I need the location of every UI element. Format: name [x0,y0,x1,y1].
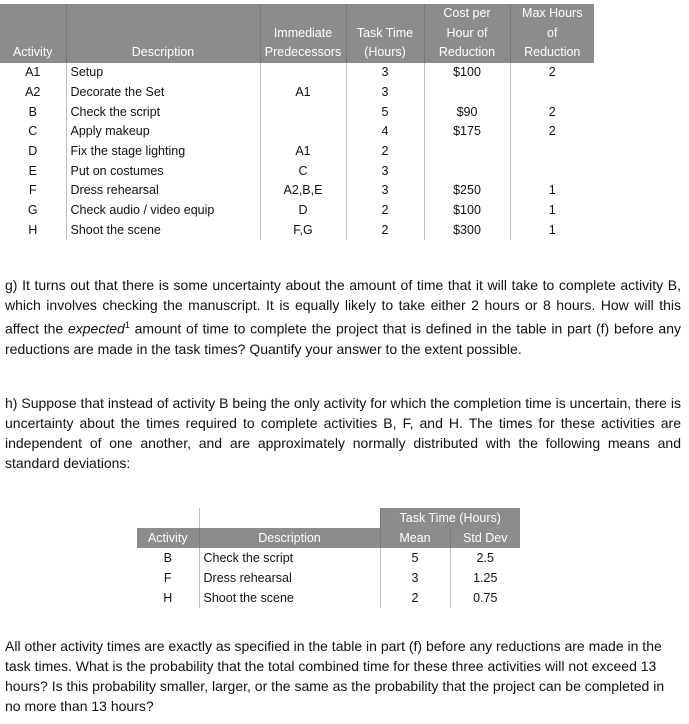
cell-time: 2 [346,141,424,161]
table-row [137,588,520,608]
cell-description: Fix the stage lighting [66,141,260,161]
cell-activity: B [163,551,172,565]
cell-activity: A2 [25,85,41,100]
cell-predecessors [260,102,346,122]
cell-std-dev: 0.75 [450,588,520,608]
cell-cost: $250 [424,181,510,201]
cell-predecessors: A1 [260,82,346,102]
header-max-hours: Max Hours of Reduction [510,4,594,63]
cell-time: 4 [346,122,424,142]
cell-max [510,161,594,181]
cell-cost [424,141,510,161]
cell-activity: A1 [25,65,41,80]
question-g: g) It turns out that there is some uncertainty about the amount of time that it will take to complete activity B, which involves checking the manuscript. It is equally likely to take either 2 hours or 8 hours. How will this affect the expected$^1$ amount of time to complete the project that is defined in the table in part (f) before any reductions are made in the task times? Quantify your answer to the extent possible. [5,277,681,357]
cell-cost [424,161,510,181]
cell-max [510,82,594,102]
cell-activity: D [28,144,38,159]
cell-description: Dress rehearsal [199,568,380,588]
cell-max [510,141,594,161]
table-row [137,568,520,588]
table-row [0,181,594,201]
cell-max: 1 [510,200,594,220]
cell-description: Apply makeup [66,122,260,142]
cell-time: 3 [346,181,424,201]
table-row [0,82,594,102]
cell-mean: 3 [380,568,450,588]
table-row [0,141,594,161]
table-row [0,200,594,220]
header-activity: Activity [137,528,199,548]
cell-std-dev: 2.5 [450,548,520,568]
cell-time: 3 [346,82,424,102]
cell-description: Put on costumes [66,161,260,181]
cell-description: Check audio / video equip [66,200,260,220]
table-header-row [137,508,520,528]
table-header-row [137,528,520,548]
cell-max: 1 [510,181,594,201]
cell-time: 2 [346,200,424,220]
header-activity: Activity [0,4,66,63]
table-header-row [0,4,594,63]
cell-predecessors [260,122,346,142]
cell-time: 3 [346,63,424,83]
header-cost: Cost per Hour of Reduction [424,4,510,63]
header-mean: Mean [380,528,450,548]
cell-activity: G [27,203,38,218]
question-h: h) Suppose that instead of activity B being the only activity for which the completion time is uncertain, there is uncertainty about the times required to complete activities B, F, and H. The times for these activities are independent of one another, and are approximately normally distributed with the following means and standard deviations: [5,395,681,471]
cell-activity: F [28,183,37,198]
footnote-marker: 1 [124,320,130,330]
header-predecessors: Immediate Predecessors [260,4,346,63]
header-description: Description [199,528,380,548]
expected-emphasis: expected [67,320,125,337]
cell-predecessors: A1 [260,141,346,161]
cell-activity: B [28,104,37,119]
cell-max: 2 [510,63,594,83]
cell-time: 2 [346,220,424,240]
cell-description: Decorate the Set [66,82,260,102]
cell-activity: F [163,571,172,585]
cell-max: 2 [510,102,594,122]
question-probability: All other activity times are exactly as specified in the table in part (f) before any reductions are made in the task times. What is the probability that the total combined time for these three activities will not exceed 13 hours? Is this probability smaller, larger, or the same as the probability that the project can be completed in no more than 13 hours? [5,638,665,714]
cell-cost [424,82,510,102]
cell-cost: $175 [424,122,510,142]
cell-description: Shoot the scene [66,220,260,240]
cell-cost: $100 [424,200,510,220]
cell-activity: E [28,163,37,178]
cell-std-dev: 1.25 [450,568,520,588]
cell-cost: $90 [424,102,510,122]
cell-description: Check the script [66,102,260,122]
table-row [137,548,520,568]
header-description: Description [66,4,260,63]
cell-time: 5 [346,102,424,122]
cell-mean: 2 [380,588,450,608]
cell-activity: H [163,591,173,605]
cell-cost: $100 [424,63,510,83]
cell-description: Dress rehearsal [66,181,260,201]
cell-description: Shoot the scene [199,588,380,608]
cell-predecessors: C [260,161,346,181]
table-row [0,63,594,83]
cell-description: Setup [66,63,260,83]
cell-cost: $300 [424,220,510,240]
cell-mean: 5 [380,548,450,568]
table-row [0,161,594,181]
table-row [0,122,594,142]
cell-activity: H [28,222,38,237]
table-row [0,220,594,240]
header-std-dev: Std Dev [450,528,520,548]
cell-predecessors: D [260,200,346,220]
cell-predecessors [260,63,346,83]
cell-max: 2 [510,122,594,142]
header-task-time: Task Time (Hours) [346,4,424,63]
table-row [0,102,594,122]
activity-table [0,4,594,240]
task-time-table [137,508,520,608]
header-task-time-group: Task Time (Hours) [380,508,520,528]
cell-description: Check the script [199,548,380,568]
cell-time: 3 [346,161,424,181]
cell-activity: C [28,124,38,139]
cell-predecessors: F,G [260,220,346,240]
cell-max: 1 [510,220,594,240]
cell-predecessors: A2,B,E [260,181,346,201]
